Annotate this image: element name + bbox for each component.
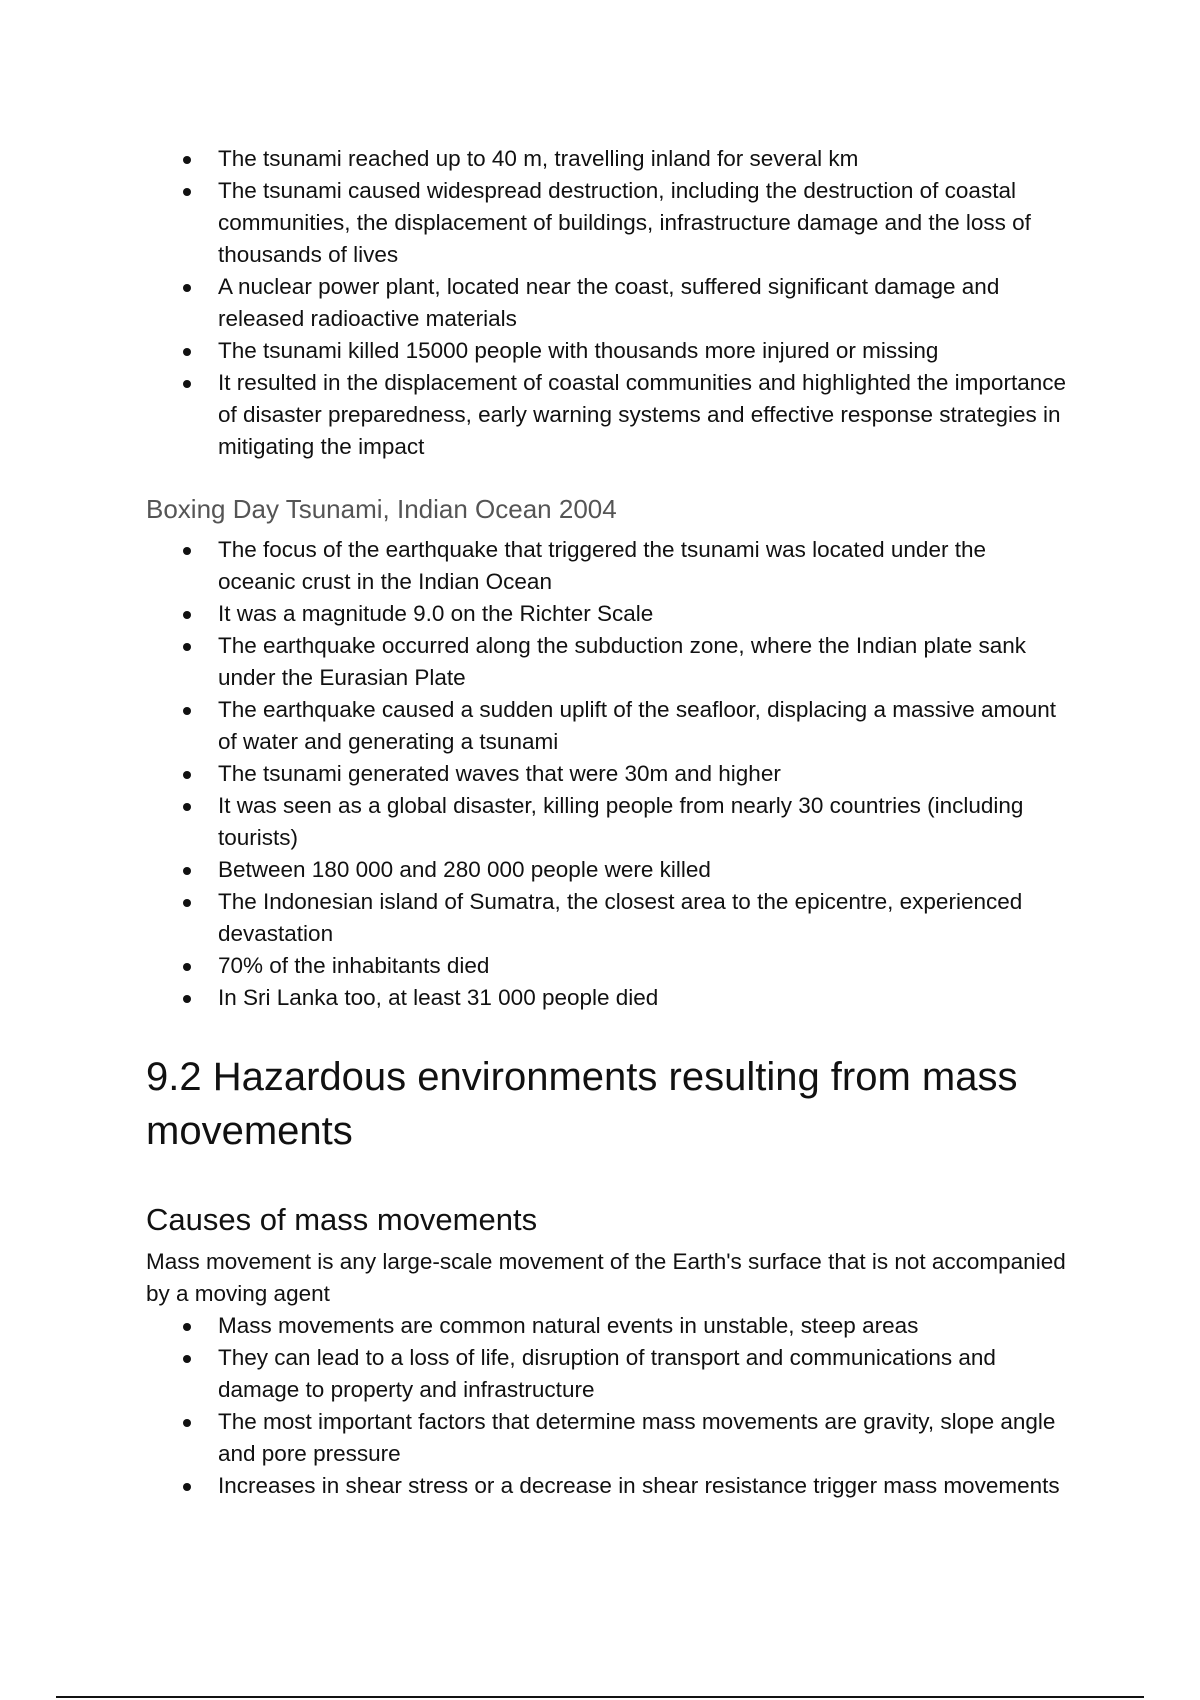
- bullet-icon: [183, 1419, 191, 1427]
- list-item: Increases in shear stress or a decrease in shear resistance trigger mass movements: [218, 1470, 1066, 1502]
- footer-divider: [56, 1696, 1144, 1698]
- list-item: It was seen as a global disaster, killing people from nearly 30 countries (including tourists): [218, 790, 1066, 854]
- bullet-icon: [183, 1483, 191, 1491]
- section-title: 9.2 Hazardous environments resulting from mass movements: [146, 1055, 1018, 1153]
- list-item: The earthquake occurred along the subduction zone, where the Indian plate sank under the Eurasian Plate: [218, 630, 1066, 694]
- list-item: The tsunami killed 15000 people with thousands more injured or missing: [218, 335, 1066, 367]
- list-item: The earthquake caused a sudden uplift of the seafloor, displacing a massive amount of water and generating a tsunami: [218, 694, 1066, 758]
- list-item: Between 180 000 and 280 000 people were killed: [218, 854, 1066, 886]
- japan-tsunami-list: [146, 143, 1066, 463]
- bullet-icon: [183, 707, 191, 715]
- list-item: The focus of the earthquake that triggered the tsunami was located under the oceanic crust in the Indian Ocean: [218, 534, 1066, 598]
- bullet-icon: [183, 803, 191, 811]
- list-item: The most important factors that determine mass movements are gravity, slope angle and pore pressure: [218, 1406, 1066, 1470]
- boxing-day-heading: Boxing Day Tsunami, Indian Ocean 2004: [146, 494, 617, 524]
- bullet-icon: [183, 547, 191, 555]
- bullet-icon: [183, 611, 191, 619]
- causes-list: [146, 1310, 1066, 1502]
- list-item: A nuclear power plant, located near the coast, suffered significant damage and released radioactive materials: [218, 271, 1066, 335]
- bullet-icon: [183, 899, 191, 907]
- document-content: [146, 143, 1066, 1502]
- bullet-icon: [183, 643, 191, 651]
- causes-intro: Mass movement is any large-scale movement of the Earth's surface that is not accompanied by a moving agent: [146, 1249, 1066, 1306]
- bullet-icon: [183, 284, 191, 292]
- causes-heading: Causes of mass movements: [146, 1202, 538, 1237]
- list-item: The tsunami generated waves that were 30m and higher: [218, 758, 1066, 790]
- bullet-icon: [183, 1323, 191, 1331]
- list-item: The Indonesian island of Sumatra, the closest area to the epicentre, experienced devastation: [218, 886, 1066, 950]
- bullet-icon: [183, 156, 191, 164]
- bullet-icon: [183, 380, 191, 388]
- list-item: They can lead to a loss of life, disruption of transport and communications and damage to property and infrastructure: [218, 1342, 1066, 1406]
- bullet-icon: [183, 188, 191, 196]
- list-item: The tsunami reached up to 40 m, travelling inland for several km: [218, 143, 1066, 175]
- bullet-icon: [183, 963, 191, 971]
- list-item: It resulted in the displacement of coastal communities and highlighted the importance of disaster preparedness, early warning systems and effective response strategies in mitigating the impact: [218, 367, 1066, 463]
- bullet-icon: [183, 1355, 191, 1363]
- list-item: The tsunami caused widespread destruction, including the destruction of coastal communities, the displacement of buildings, infrastructure damage and the loss of thousands of lives: [218, 175, 1066, 271]
- bullet-icon: [183, 348, 191, 356]
- boxing-day-list: [146, 534, 1066, 1014]
- list-item: It was a magnitude 9.0 on the Richter Scale: [218, 598, 1066, 630]
- bullet-icon: [183, 995, 191, 1003]
- list-item: 70% of the inhabitants died: [218, 950, 1066, 982]
- bullet-icon: [183, 867, 191, 875]
- bullet-icon: [183, 771, 191, 779]
- list-item: Mass movements are common natural events in unstable, steep areas: [218, 1310, 1066, 1342]
- list-item: In Sri Lanka too, at least 31 000 people died: [218, 982, 1066, 1014]
